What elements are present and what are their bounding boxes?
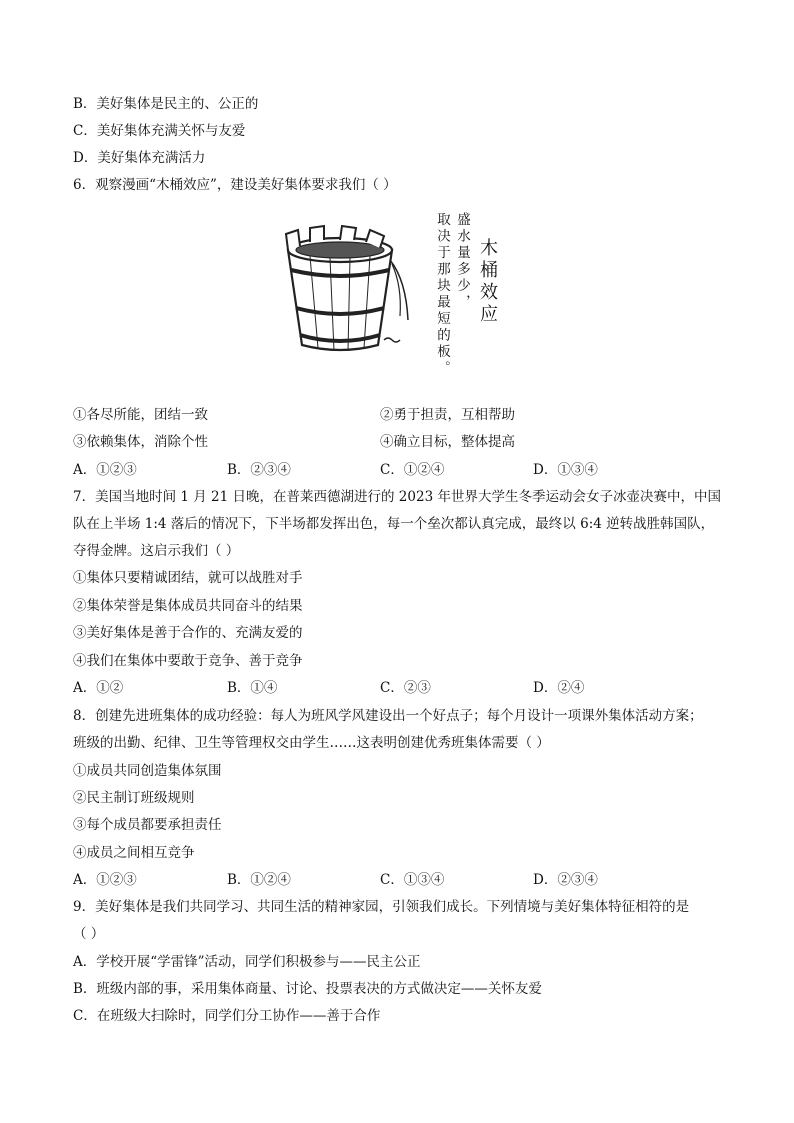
q6-option-c: C．①②④ — [380, 462, 445, 478]
q6-item-4: ④确立目标，整体提高 — [380, 434, 515, 450]
q8-stem-2: 班级的出勤、纪律、卫生等管理权交由学生……这表明创建优秀班集体需要（ ） — [73, 735, 550, 751]
q7-option-a: A．①② — [73, 680, 124, 696]
q6-option-d: D．①③④ — [533, 462, 598, 478]
question-6-stem: 6．观察漫画“木桶效应”，建设美好集体要求我们（ ） — [73, 177, 397, 193]
q8-item-3: ③每个成员都要承担责任 — [73, 817, 222, 833]
q8-stem-1: 8．创建先进班集体的成功经验：每人为班风学风建设出一个好点子；每个月设计一项课外集体活动方案； — [73, 708, 703, 724]
q8-option-b: B．①②④ — [227, 872, 291, 888]
q7-item-3: ③美好集体是善于合作的、充满友爱的 — [73, 625, 303, 641]
q8-option-c: C．①③④ — [380, 872, 445, 888]
q6-item-2: ②勇于担责，互相帮助 — [380, 407, 515, 423]
q9-stem-2: （ ） — [73, 926, 105, 942]
q6-item-3: ③依赖集体，消除个性 — [73, 434, 208, 450]
figure-title: 木桶效应 — [477, 238, 498, 326]
q8-option-a: A．①②③ — [73, 872, 137, 888]
figure-caption-1: 盛水量多少， — [454, 212, 470, 311]
q7-item-1: ①集体只要精诚团结，就可以战胜对手 — [73, 570, 303, 586]
option-d-prev: D．美好集体充满活力 — [73, 150, 206, 166]
bucket-illustration-icon — [280, 220, 420, 360]
q9-option-a: A．学校开展“学雷锋”活动，同学们积极参与——民主公正 — [73, 954, 421, 970]
q7-stem-3: 夺得金牌。这启示我们（ ） — [73, 543, 240, 559]
q8-item-1: ①成员共同创造集体氛围 — [73, 763, 222, 779]
q6-option-a: A．①②③ — [73, 462, 137, 478]
q7-item-4: ④我们在集体中要敢于竞争、善于竞争 — [73, 653, 303, 669]
q6-item-1: ①各尽所能，团结一致 — [73, 407, 208, 423]
figure-caption-2: 取决于那块最短的板。 — [434, 212, 450, 377]
q7-option-c: C．②③ — [380, 680, 431, 696]
q7-stem-1: 7．美国当地时间 1 月 21 日晚，在普莱西德湖进行的 2023 年世界大学生冬季运动会女子冰壶决赛中，中国 — [73, 489, 721, 505]
q8-option-d: D．②③④ — [533, 872, 598, 888]
q9-stem-1: 9．美好集体是我们共同学习、共同生活的精神家园，引领我们成长。下列情境与美好集体特征相符的是 — [73, 899, 690, 915]
q6-option-b: B．②③④ — [227, 462, 291, 478]
q8-item-2: ②民主制订班级规则 — [73, 790, 195, 806]
q9-option-c: C．在班级大扫除时，同学们分工协作——善于合作 — [73, 1008, 381, 1024]
q7-option-d: D．②④ — [533, 680, 585, 696]
q7-item-2: ②集体荣誉是集体成员共同奋斗的结果 — [73, 598, 303, 614]
q7-option-b: B．①④ — [227, 680, 278, 696]
wooden-bucket-cartoon — [280, 212, 510, 392]
option-c-prev: C．美好集体充满关怀与友爱 — [73, 123, 246, 139]
q7-stem-2: 队在上半场 1:4 落后的情况下，下半场都发挥出色，每一个垒次都认真完成，最终以 6:4 逆转战胜韩国队， — [73, 516, 715, 532]
q8-item-4: ④成员之间相互竞争 — [73, 845, 195, 861]
option-b-prev: B．美好集体是民主的、公正的 — [73, 96, 259, 112]
q9-option-b: B．班级内部的事，采用集体商量、讨论、投票表决的方式做决定——关怀友爱 — [73, 981, 542, 997]
